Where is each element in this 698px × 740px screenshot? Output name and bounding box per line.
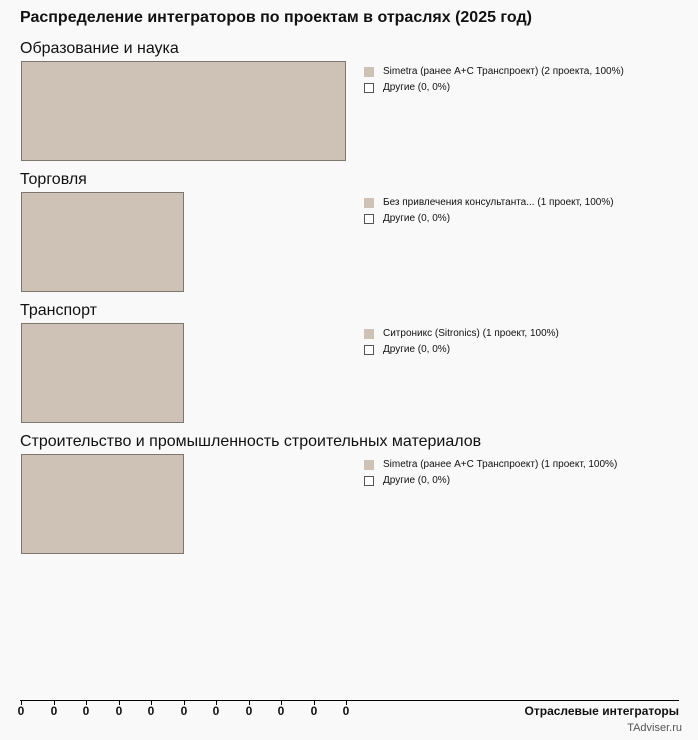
chart-panel xyxy=(0,40,698,171)
legend-label: Другие (0, 0%) xyxy=(383,344,451,355)
chart-title: Распределение интеграторов по проектам в отраслях (2025 год) xyxy=(20,9,532,26)
bar-mark[interactable] xyxy=(21,454,184,554)
chart-panel xyxy=(0,302,698,433)
x-axis-tick-label: 0 xyxy=(82,704,90,718)
legend-swatch xyxy=(364,329,374,339)
x-axis-title: Отраслевые интеграторы xyxy=(524,704,679,718)
x-axis-tick-label: 0 xyxy=(50,704,58,718)
legend-label: Другие (0, 0%) xyxy=(383,475,451,486)
legend-label: Simetra (ранее A+C Транспроект) (1 проект, 100%) xyxy=(383,459,618,470)
bar-mark[interactable] xyxy=(21,192,184,292)
x-axis-tick-label: 0 xyxy=(245,704,253,718)
panel-category-label: Строительство и промышленность строительных материалов xyxy=(20,433,482,450)
chart-panel xyxy=(0,171,698,302)
panel-category-label: Транспорт xyxy=(20,302,97,319)
x-axis-tick-label: 0 xyxy=(180,704,188,718)
legend-swatch-other xyxy=(364,345,374,355)
bar-mark[interactable] xyxy=(21,61,346,161)
chart-panel xyxy=(0,433,698,564)
legend-label: Другие (0, 0%) xyxy=(383,82,451,93)
watermark: TAdviser.ru xyxy=(627,722,682,734)
legend-swatch xyxy=(364,460,374,470)
legend-label: Без привлечения консультанта... (1 проект, 100%) xyxy=(383,197,614,208)
x-axis-tick-label: 0 xyxy=(147,704,155,718)
legend-label: Другие (0, 0%) xyxy=(383,213,451,224)
legend-swatch-other xyxy=(364,476,374,486)
x-axis-tick-label: 0 xyxy=(212,704,220,718)
x-axis-tick-label: 0 xyxy=(115,704,123,718)
panel-category-label: Торговля xyxy=(20,171,87,188)
legend-swatch-other xyxy=(364,214,374,224)
x-axis-tick-label: 0 xyxy=(277,704,285,718)
bar-mark[interactable] xyxy=(21,323,184,423)
legend-swatch xyxy=(364,198,374,208)
legend-label: Ситроникс (Sitronics) (1 проект, 100%) xyxy=(383,328,559,339)
legend-label: Simetra (ранее A+C Транспроект) (2 проекта, 100%) xyxy=(383,66,624,77)
x-axis-tick-label: 0 xyxy=(310,704,318,718)
legend-swatch-other xyxy=(364,83,374,93)
panel-category-label: Образование и наука xyxy=(20,40,179,57)
x-axis-tick-label: 0 xyxy=(342,704,350,718)
legend-swatch xyxy=(364,67,374,77)
x-axis-tick-label: 0 xyxy=(17,704,25,718)
